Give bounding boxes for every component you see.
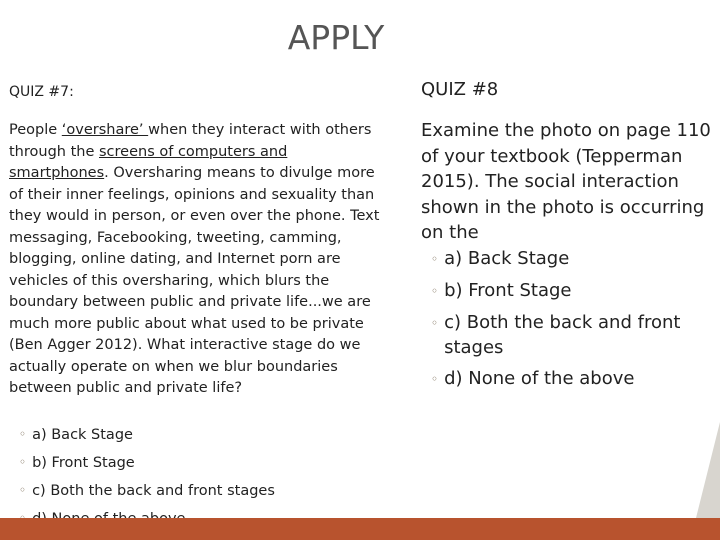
bullet-icon: ◦ [19, 427, 27, 441]
bullet-icon: ◦ [431, 371, 439, 386]
bullet-icon: ◦ [431, 315, 439, 330]
quiz8-question-text: Examine the photo on page 110 of your textbook (Tepperman 2015). The social interaction shown in the photo is occurring on the [421, 120, 711, 243]
quiz8-options [421, 246, 720, 392]
quiz8-option-b: ◦ b) Front Stage [431, 279, 572, 301]
slide-title: APPLY [287, 18, 385, 57]
quiz7-option-b: ◦ b) Front Stage [19, 455, 135, 471]
bullet-icon: ◦ [19, 483, 27, 497]
quiz7-question [9, 120, 391, 400]
q7-text-overshare: ‘overshare’ [61, 122, 149, 138]
bullet-icon: ◦ [19, 455, 27, 469]
quiz8-option-d: ◦ d) None of the above [431, 367, 635, 389]
quiz8-heading: QUIZ #8 [421, 79, 499, 100]
quiz7-heading: QUIZ #7: [9, 84, 74, 100]
quiz8-question [421, 118, 720, 398]
decorative-corner [696, 422, 720, 518]
q7-text-1: People [9, 122, 62, 138]
quiz7-option-a: ◦ a) Back Stage [19, 427, 133, 443]
bullet-icon: ◦ [431, 283, 439, 298]
quiz8-option-a: ◦ a) Back Stage [431, 247, 570, 269]
bullet-icon: ◦ [431, 251, 439, 266]
q7-text-3: . Oversharing means to divulge more of their inner feelings, opinions and sexuality than they would in person, or even over the phone. Text messaging, Facebooking, tweeting, camming, blogging, online dating, and Internet porn are vehicles of this oversharing, which blurs the boundary between public and private life...we are much more public about what used to be private (Ben Agger 2012). What interactive stage do we actually operate on when we blur boundaries between public and private life? [9, 165, 380, 396]
quiz8-option-c: ◦ c) Both the back and front stages [431, 311, 681, 358]
footer-bar [0, 518, 720, 540]
quiz7-option-c: ◦ c) Both the back and front stages [19, 483, 275, 499]
q7-text-screens: screens of computers and smartphones [9, 143, 288, 181]
q7-text-2: when they interact with others through the [9, 122, 372, 160]
